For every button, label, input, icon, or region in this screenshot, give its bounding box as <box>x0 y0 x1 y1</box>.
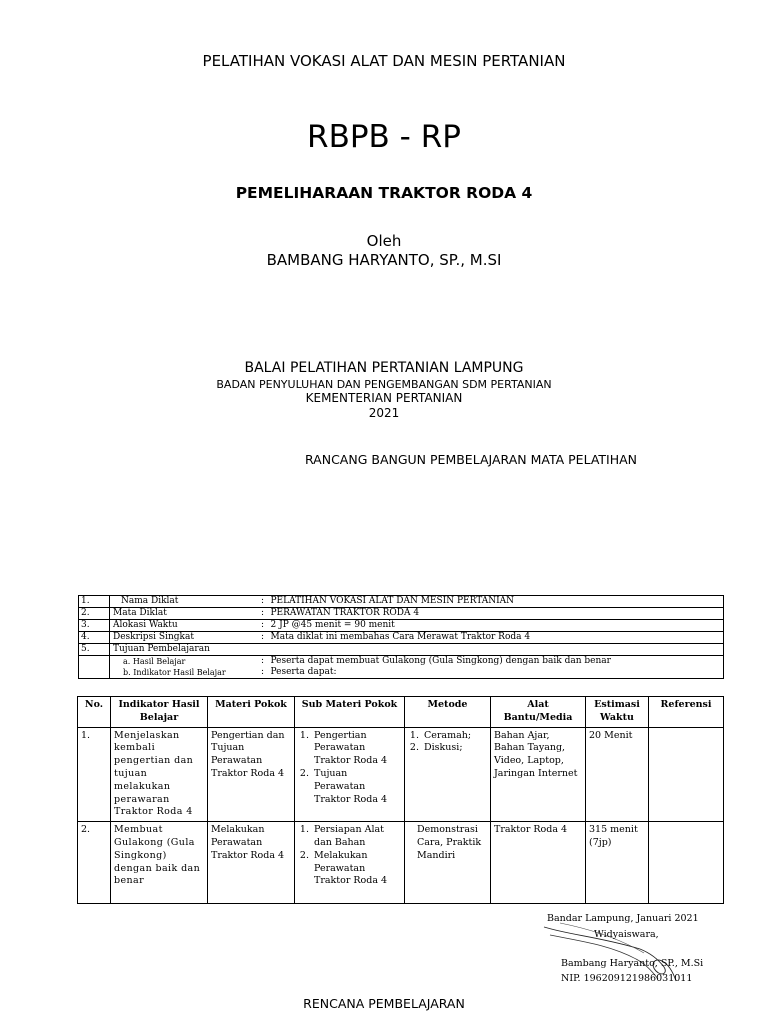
info-no: 5. <box>79 644 110 656</box>
list-item: 1. Pengertian Perawatan Traktor Roda 4 <box>312 730 401 768</box>
info-colon: : <box>258 667 268 679</box>
info-sub-value: Peserta dapat: <box>268 667 724 679</box>
info-subrow <box>79 667 724 679</box>
list-item: 2. Tujuan Perawatan Traktor Roda 4 <box>312 768 401 806</box>
info-row <box>79 608 724 620</box>
cell-referensi <box>649 822 724 904</box>
cell-alat: Bahan Ajar, Bahan Tayang, Video, Laptop, Jaringan Internet <box>491 727 586 822</box>
info-label: Alokasi Waktu <box>110 620 258 632</box>
cell-estimasi: 315 menit (7jp) <box>586 822 649 904</box>
info-colon: : <box>258 596 268 608</box>
info-colon <box>258 644 268 656</box>
info-label-text: Nama Diklat <box>121 596 179 606</box>
info-value: PERAWATAN TRAKTOR RODA 4 <box>268 608 724 620</box>
institution-name: BALAI PELATIHAN PERTANIAN LAMPUNG <box>244 360 524 376</box>
institution-year: 2021 <box>368 406 400 420</box>
document-code: RBPB - RP <box>307 119 461 155</box>
table-row <box>78 822 724 904</box>
info-no: 1. <box>79 596 110 608</box>
info-no: 3. <box>79 620 110 632</box>
header-referensi: Referensi <box>649 697 724 728</box>
cell-no: 2. <box>78 822 111 904</box>
info-row <box>79 644 724 656</box>
info-value <box>268 644 724 656</box>
header-materi: Materi Pokok <box>208 697 295 728</box>
institution-ministry: KEMENTERIAN PERTANIAN <box>305 391 463 405</box>
info-subrow <box>79 656 724 668</box>
organization-line: PELATIHAN VOKASI ALAT DAN MESIN PERTANIAN <box>202 52 566 70</box>
author-name: BAMBANG HARYANTO, SP., M.SI <box>266 251 502 269</box>
info-label: Deskripsi Singkat <box>110 632 258 644</box>
cell-no: 1. <box>78 727 111 822</box>
info-no: 2. <box>79 608 110 620</box>
info-label <box>110 596 258 608</box>
signature-role: Widyaiswara, <box>594 929 659 940</box>
cell-materi: Melakukan Perawatan Traktor Roda 4 <box>208 822 295 904</box>
info-colon: : <box>258 656 268 668</box>
cell-indikator: Membuat Gulakong (Gula Singkong) dengan baik dan benar <box>111 822 208 904</box>
table-header-row <box>78 697 724 728</box>
info-no-empty <box>79 667 110 679</box>
info-row <box>79 596 724 608</box>
signature-name: Bambang Haryanto, SP., M.Si <box>561 958 704 969</box>
signature-nip: NIP. 196209121986031011 <box>561 973 693 984</box>
cell-referensi <box>649 727 724 822</box>
info-colon: : <box>258 632 268 644</box>
by-label: Oleh <box>366 232 402 250</box>
info-colon: : <box>258 620 268 632</box>
header-metode: Metode <box>405 697 491 728</box>
learning-design-table <box>77 696 724 904</box>
signature-place-date: Bandar Lampung, Januari 2021 <box>547 913 699 924</box>
cell-metode: Demonstrasi Cara, Praktik Mandiri <box>405 822 491 904</box>
cell-alat: Traktor Roda 4 <box>491 822 586 904</box>
info-label: Tujuan Pembelajaran <box>110 644 258 656</box>
list-item: 1. Ceramah; <box>422 730 487 743</box>
info-value: 2 JP @45 menit = 90 menit <box>268 620 724 632</box>
info-sub-label-text: b. Indikator Hasil Belajar <box>123 668 226 677</box>
info-row <box>79 620 724 632</box>
metode-list <box>408 730 487 756</box>
sub-materi-list <box>298 824 401 888</box>
institution-agency: BADAN PENYULUHAN DAN PENGEMBANGAN SDM PERTANIAN <box>216 378 552 391</box>
cell-materi: Pengertian dan Tujuan Perawatan Traktor Roda 4 <box>208 727 295 822</box>
info-row <box>79 632 724 644</box>
sub-materi-list <box>298 730 401 807</box>
rancang-bangun-title: RANCANG BANGUN PEMBELAJARAN MATA PELATIHAN <box>305 452 638 467</box>
header-no: No. <box>78 697 111 728</box>
info-no: 4. <box>79 632 110 644</box>
cell-indikator: Menjelaskan kembali pengertian dan tujuan melakukan perawaran Traktor Roda 4 <box>111 727 208 822</box>
info-sub-label <box>110 667 258 679</box>
info-no-empty <box>79 656 110 668</box>
header-indikator: Indikator Hasil Belajar <box>111 697 208 728</box>
info-value: PELATIHAN VOKASI ALAT DAN MESIN PERTANIAN <box>268 596 724 608</box>
info-sub-value: Peserta dapat membuat Gulakong (Gula Singkong) dengan baik dan benar <box>268 656 724 668</box>
list-item: 2. Diskusi; <box>422 742 487 755</box>
footer-title: RENCANA PEMBELAJARAN <box>303 996 465 1011</box>
cell-sub-materi <box>295 822 405 904</box>
cell-estimasi: 20 Menit <box>586 727 649 822</box>
course-info-table <box>78 595 724 679</box>
cell-sub-materi <box>295 727 405 822</box>
header-estimasi: Estimasi Waktu <box>586 697 649 728</box>
info-colon: : <box>258 608 268 620</box>
list-item: 1. Persiapan Alat dan Bahan <box>312 824 401 850</box>
header-alat: Alat Bantu/Media <box>491 697 586 728</box>
list-item: 2. Melakukan Perawatan Traktor Roda 4 <box>312 850 401 888</box>
info-sub-label-text: a. Hasil Belajar <box>123 657 186 666</box>
table-row <box>78 727 724 822</box>
info-value: Mata diklat ini membahas Cara Merawat Traktor Roda 4 <box>268 632 724 644</box>
header-sub-materi: Sub Materi Pokok <box>295 697 405 728</box>
course-title: PEMELIHARAAN TRAKTOR RODA 4 <box>235 184 533 202</box>
info-sub-label <box>110 656 258 668</box>
cell-metode <box>405 727 491 822</box>
info-label: Mata Diklat <box>110 608 258 620</box>
